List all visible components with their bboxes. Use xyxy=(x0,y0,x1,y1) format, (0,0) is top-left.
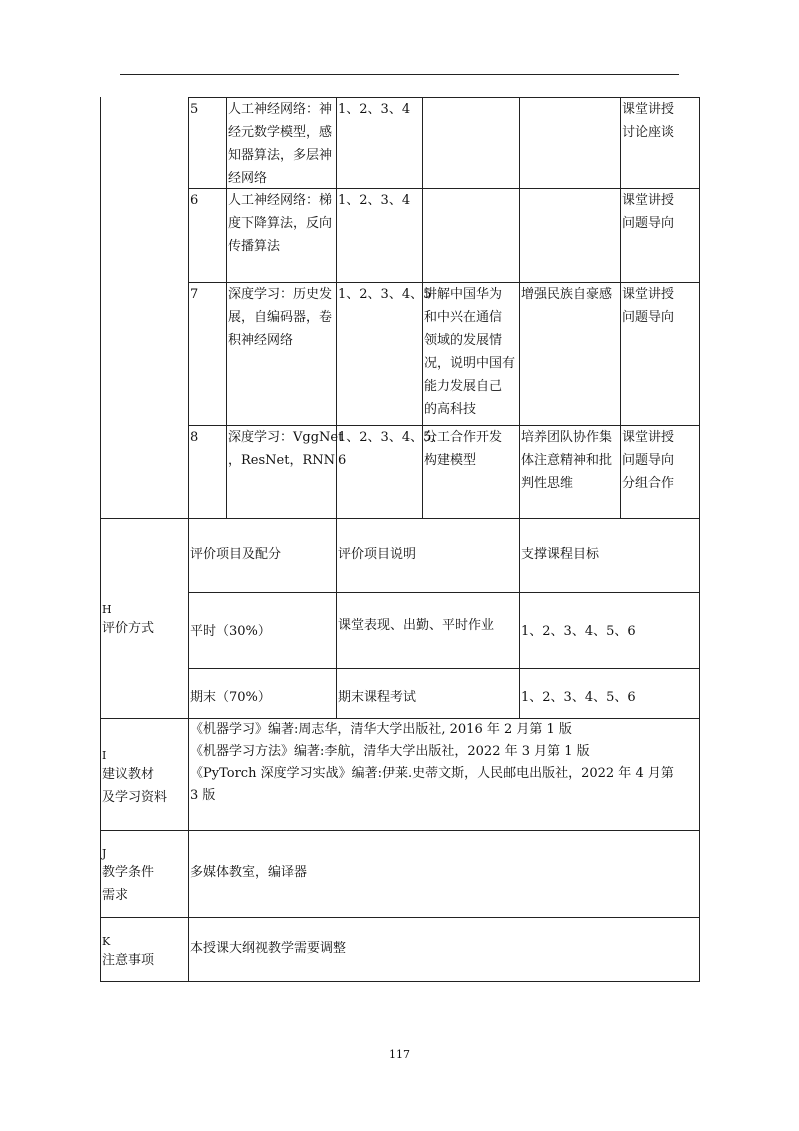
cell-line: 1、2、3、4 xyxy=(338,102,411,117)
schedule-method-cell xyxy=(622,426,674,495)
evaluation-item-goals: 1、2、3、4、5、6 xyxy=(521,624,636,639)
cell-line: 构建模型 xyxy=(424,453,477,468)
cell-line: 问题导向 xyxy=(622,310,675,325)
evaluation-item-name: 期末（70%） xyxy=(190,690,271,705)
cell-line: 和中兴在通信 xyxy=(424,310,503,325)
schedule-method-cell xyxy=(622,98,674,144)
cell-line: 问题导向 xyxy=(622,453,675,468)
evaluation-header-item: 评价项目及配分 xyxy=(190,547,282,562)
evaluation-item-name: 平时（30%） xyxy=(190,624,271,639)
cell-line: 深度学习：VggNet xyxy=(228,430,344,445)
cell-line: 1、2、3、4、5 xyxy=(338,287,432,302)
cell-line: 7 xyxy=(190,287,199,302)
schedule-effect-cell xyxy=(521,283,612,306)
textbooks-list xyxy=(190,719,674,807)
cell-line: 6 xyxy=(190,193,199,208)
cell-line: ，ResNet，RNN xyxy=(228,453,335,468)
evaluation-label: H 评价方式 xyxy=(102,603,155,636)
textbook-line: 《机器学习方法》编著:李航，清华大学出版社，2022 年 3 月第 1 版 xyxy=(190,744,590,759)
notes-text: 本授课大纲视教学需要调整 xyxy=(190,941,347,956)
cell-line: 积神经网络 xyxy=(228,333,294,348)
conditions-label: J 教学条件 需求 xyxy=(102,847,155,903)
schedule-goals-cell xyxy=(338,283,431,306)
cell-line: 课堂讲授 xyxy=(622,430,675,445)
cell-line: 6 xyxy=(338,453,347,468)
cell-line: 经网络 xyxy=(228,171,268,186)
cell-line: 增强民族自豪感 xyxy=(521,287,613,302)
textbooks-label: I 建议教材 及学习资料 xyxy=(102,749,168,805)
cell-line: 课堂讲授 xyxy=(622,102,675,117)
cell-line: 课堂讲授 xyxy=(622,287,675,302)
cell-line: 的高科技 xyxy=(424,402,477,417)
evaluation-header-goals: 支撑课程目标 xyxy=(521,547,600,562)
schedule-goals-cell xyxy=(338,189,410,212)
cell-line: 讲解中国华为 xyxy=(424,287,503,302)
textbook-line: 《PyTorch 深度学习实战》编著:伊莱.史蒂文斯，人民邮电出版社，2022 年 4 月第 xyxy=(190,766,674,781)
header-rule xyxy=(120,74,679,75)
cell-line: 讨论座谈 xyxy=(622,125,675,140)
schedule-content-cell xyxy=(228,98,332,190)
schedule-content-cell xyxy=(228,283,332,352)
cell-line: 课堂讲授 xyxy=(622,193,675,208)
evaluation-header-desc: 评价项目说明 xyxy=(338,547,417,562)
textbook-line: 《机器学习》编著:周志华，清华大学出版社, 2016 年 2 月第 1 版 xyxy=(190,722,572,737)
cell-line: 人工神经网络：梯 xyxy=(228,193,333,208)
schedule-num-cell xyxy=(190,98,198,121)
cell-line: 1、2、3、4、5、 xyxy=(338,430,445,445)
cell-line: 领域的发展情 xyxy=(424,333,503,348)
schedule-content-cell xyxy=(228,426,343,472)
schedule-content-cell xyxy=(228,189,332,258)
cell-line: 深度学习：历史发 xyxy=(228,287,333,302)
cell-line: 分组合作 xyxy=(622,476,675,491)
schedule-num-cell xyxy=(190,426,198,449)
schedule-goals-cell xyxy=(338,98,410,121)
cell-line: 传播算法 xyxy=(228,239,281,254)
schedule-method-cell xyxy=(622,189,674,235)
evaluation-item-desc: 课堂表现、出勤、平时作业 xyxy=(338,618,495,633)
cell-line: 人工神经网络：神 xyxy=(228,102,333,117)
page-number: 117 xyxy=(389,1048,410,1061)
evaluation-item-goals: 1、2、3、4、5、6 xyxy=(521,690,636,705)
conditions-text: 多媒体教室，编译器 xyxy=(190,865,308,880)
cell-line: 况，说明中国有 xyxy=(424,356,516,371)
schedule-num-cell xyxy=(190,283,198,306)
cell-line: 1、2、3、4 xyxy=(338,193,411,208)
cell-line: 8 xyxy=(190,430,199,445)
notes-label: K 注意事项 xyxy=(102,935,155,968)
schedule-effect-cell xyxy=(521,426,612,495)
schedule-method-cell xyxy=(622,283,674,329)
schedule-ideology-cell xyxy=(424,426,502,472)
cell-line: 分工合作开发 xyxy=(424,430,503,445)
cell-line: 5 xyxy=(190,102,199,117)
cell-line: 问题导向 xyxy=(622,216,675,231)
cell-line: 知器算法，多层神 xyxy=(228,148,333,163)
cell-line: 判性思维 xyxy=(521,476,574,491)
evaluation-item-desc: 期末课程考试 xyxy=(338,690,417,705)
schedule-ideology-cell xyxy=(424,283,515,421)
textbook-line: 3 版 xyxy=(190,788,216,803)
cell-line: 度下降算法，反向 xyxy=(228,216,333,231)
cell-line: 能力发展自己 xyxy=(424,379,503,394)
cell-line: 展，自编码器，卷 xyxy=(228,310,333,325)
cell-line: 体注意精神和批 xyxy=(521,453,613,468)
cell-line: 经元数学模型，感 xyxy=(228,125,333,140)
schedule-num-cell xyxy=(190,189,198,212)
cell-line: 培养团队协作集 xyxy=(521,430,613,445)
